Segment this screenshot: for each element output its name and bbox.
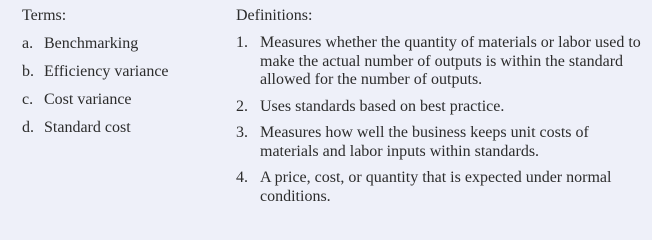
term-item — [22, 90, 222, 110]
definition-text: Measures how well the business keeps unit costs of materials and labor inputs within standards. — [260, 124, 589, 160]
term-letter: b. — [22, 63, 34, 80]
definition-item — [236, 169, 646, 206]
terms-column — [22, 6, 222, 146]
definition-item — [236, 124, 646, 161]
definition-item — [236, 98, 646, 117]
term-label: Standard cost — [44, 119, 131, 136]
definition-item — [236, 34, 646, 90]
definition-text: Uses standards based on best practice. — [260, 97, 505, 115]
term-item — [22, 62, 222, 82]
definitions-header: Definitions: — [236, 7, 313, 24]
definition-text: A price, cost, or quantity that is expected under normal conditions. — [260, 169, 612, 205]
term-letter: d. — [22, 119, 34, 136]
definition-text: Measures whether the quantity of materials or labor used to make the actual number of outputs is within the standard allowed for the number of outputs. — [260, 34, 641, 88]
definition-number: 1. — [236, 34, 248, 51]
term-letter: a. — [22, 35, 34, 52]
definition-number: 4. — [236, 169, 248, 186]
term-label: Benchmarking — [44, 35, 139, 52]
terms-header: Terms: — [22, 7, 67, 24]
definitions-column — [236, 6, 646, 214]
definition-number: 2. — [236, 97, 248, 115]
term-item — [22, 34, 222, 54]
term-label: Efficiency variance — [44, 63, 169, 80]
term-letter: c. — [22, 91, 34, 108]
term-item — [22, 118, 222, 138]
definition-number: 3. — [236, 124, 248, 141]
term-label: Cost variance — [44, 91, 132, 108]
